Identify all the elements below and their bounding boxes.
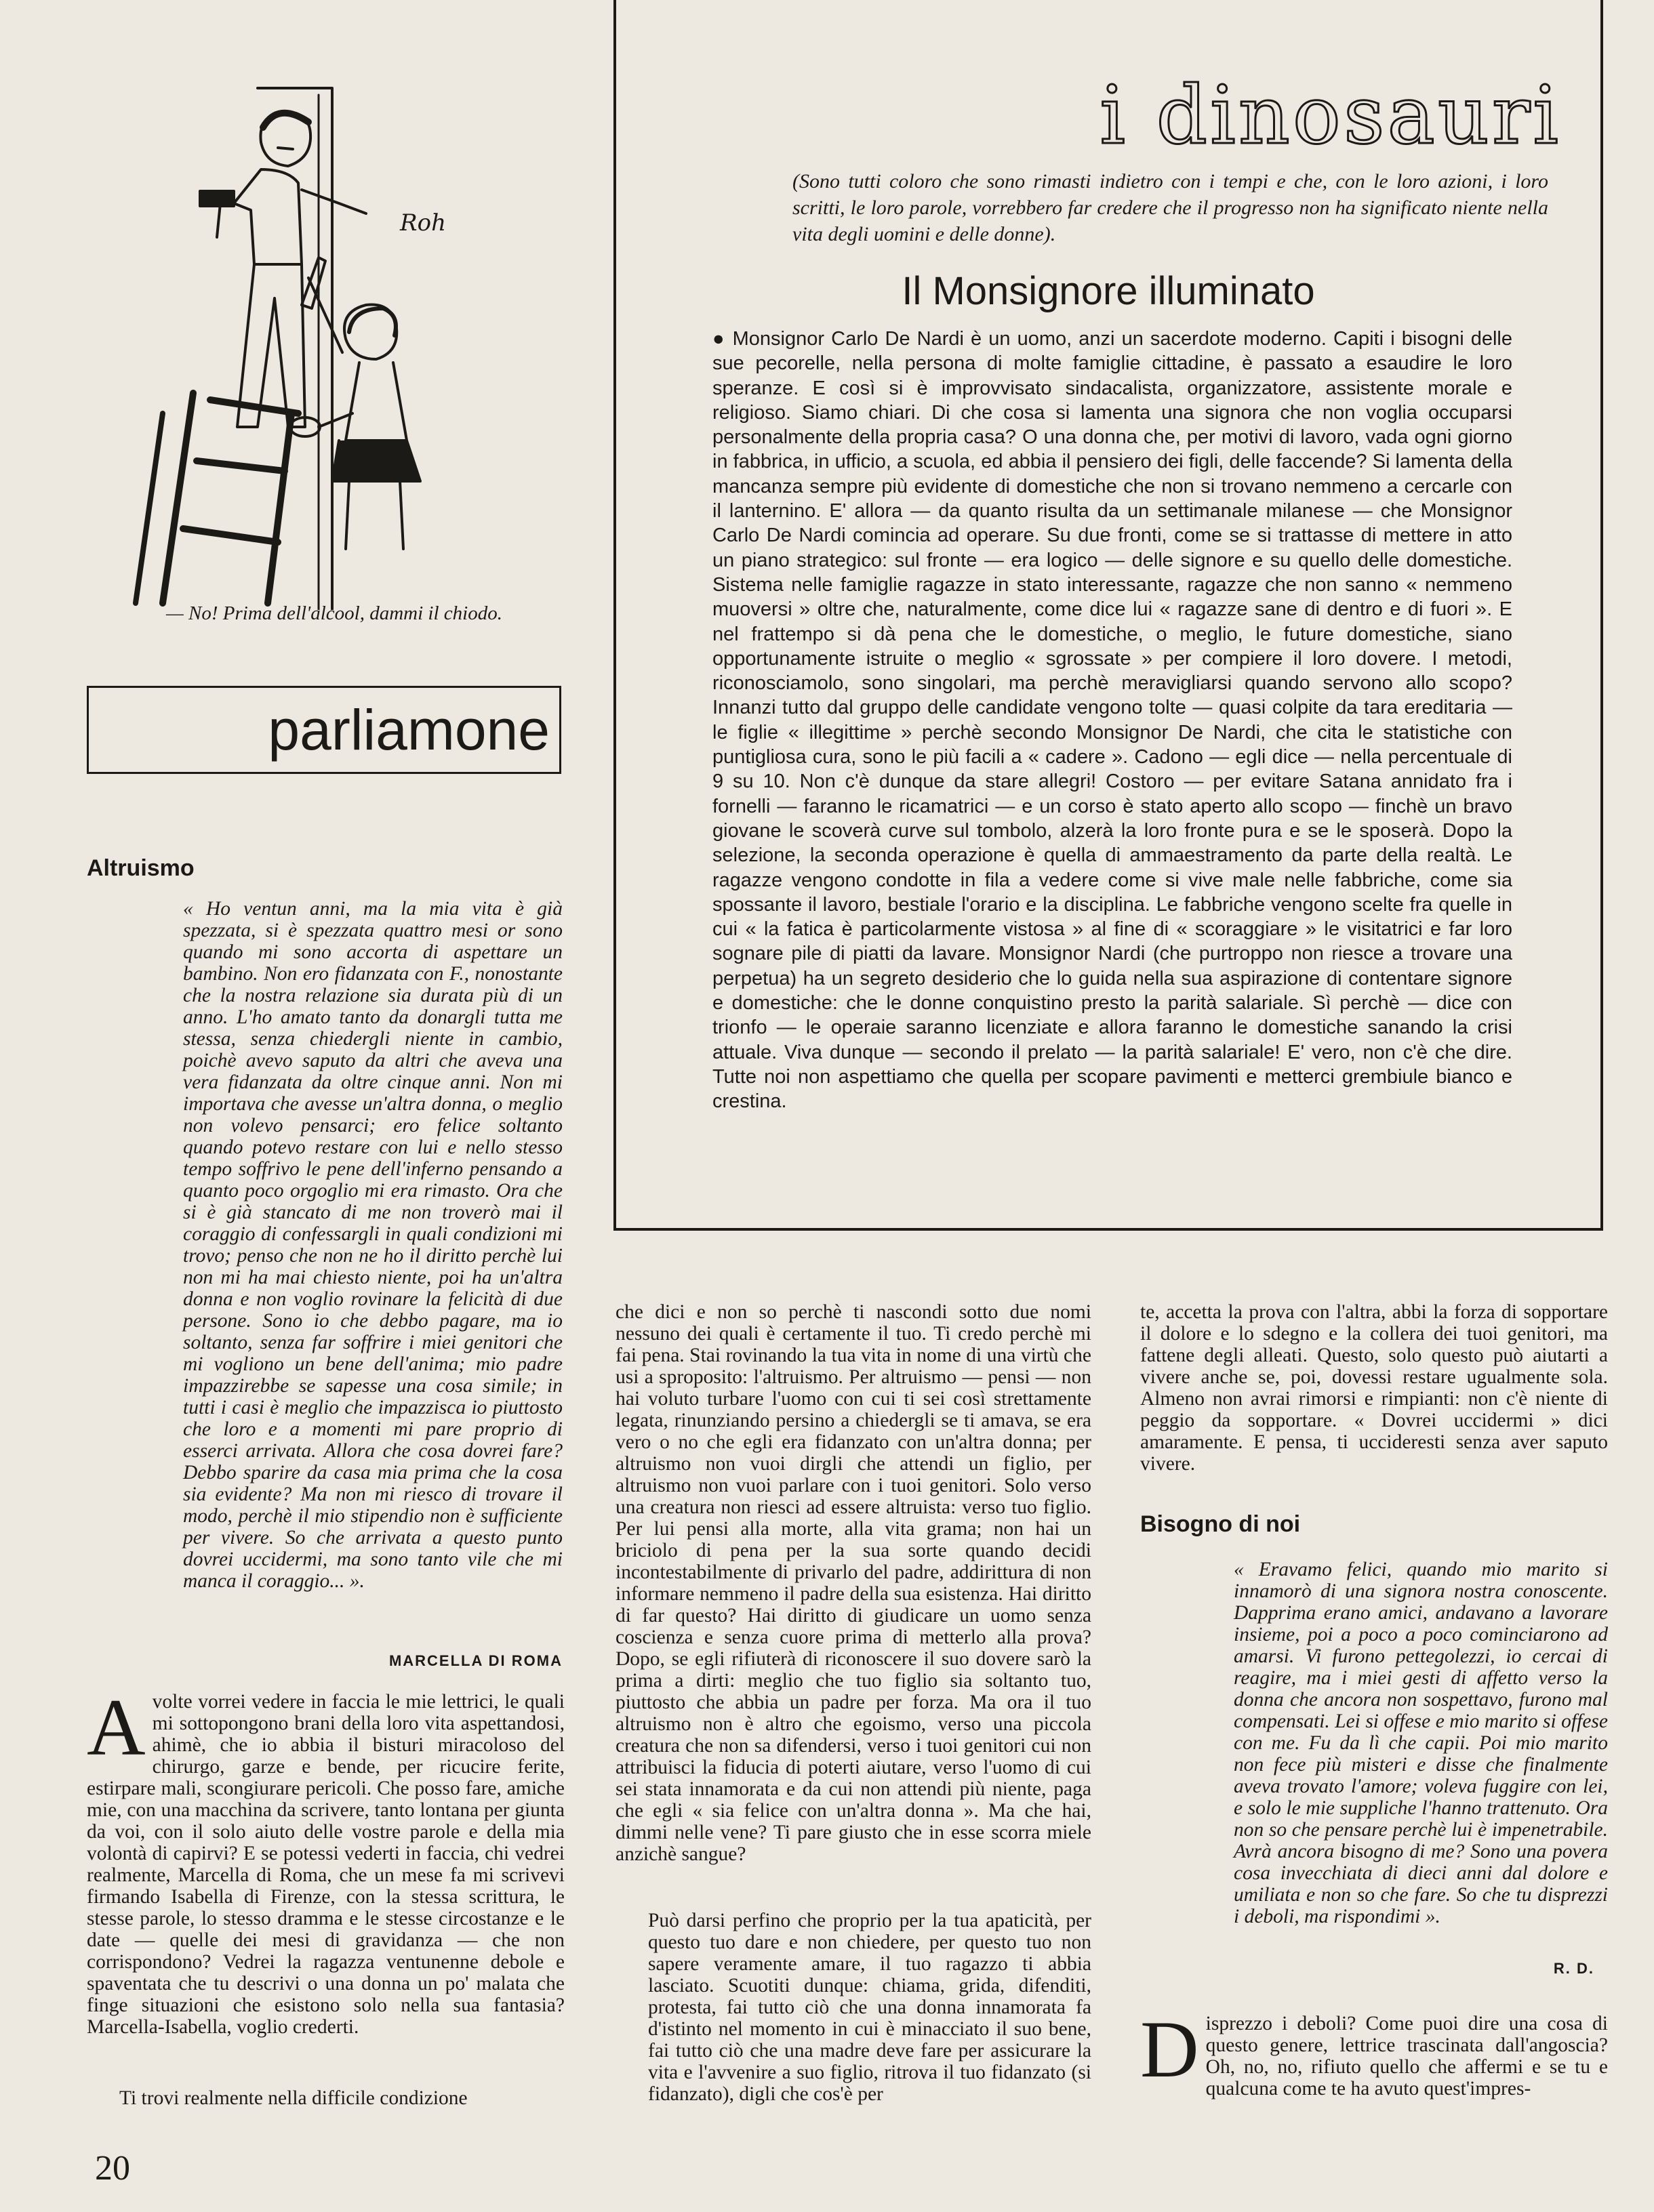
feature-title: i dinosauri — [1100, 68, 1561, 162]
drop-cap: A — [87, 1682, 146, 1772]
feature-heading: Il Monsignore illuminato — [902, 269, 1315, 313]
cartoon-illustration — [115, 75, 495, 610]
altruismo-signature: MARCELLA DI ROMA — [388, 1652, 563, 1669]
column-title-box — [87, 686, 561, 774]
feature-body-text: Monsignor Carlo De Nardi è un uomo, anzi un sacerdote moderno. Capiti i bisogni delle sue pecorelle, nella persona di molte famiglie cittadine, è passato a esaudire le loro speranze. E così si è improvvisato sindacalista, organizzatore, assistente morale e religioso. Siamo chiari. Di che cosa si lamenta una signora che non voglia occuparsi personalmente della propria casa? O una donna che, per motivi di lavoro, vada ogni giorno in fabbrica, in ufficio, a scuola, ed abbia il pensiero dei figli, delle faccende? Si lamenta della mancanza sempre più evidente di domestiche che non si trovano nemmeno a cercarle con il lanternino. E' allora — da quanto risulta da un settimanale milanese — che Monsignor Carlo De Nardi comincia ad operare. Su due fronti, come se si trattasse di mettere in atto un piano strategico: sul fronte — era logico — delle signore e su quello delle domestiche. Sistema nelle famiglie ragazze in stato interessante, ragazze che non sanno « nemmeno muoversi » oltre che, naturalmente, come dice lui « ragazze sane di dentro e di fuori ». E nel frattempo si dà pena che le domestiche, o meglio, le future domestiche, siano opportunamente istruite o meglio « sgrossate » per compiere il loro dovere. I metodi, riconosciamolo, sono singolari, ma perchè meravigliarsi quando servono allo scopo? Innanzi tutto dal gruppo delle candidate vengono tolte — quasi colpite da tara ereditaria — le figlie « illegittime » perchè secondo Monsignor De Nardi, che cita le statistiche con puntigliosa cura, sono le più facili a « cadere ». Cadono — egli dice — nella percentuale di 9 su 10. Non c'è dunque da stare allegri! Costoro — per evitare Satana annidato fra i fornelli — faranno le ricamatrici — e un corso è stato aperto allo scopo — finchè un bravo giovane le scoverà curve sul tombolo, alzerà la loro fronte pura e se le sposerà. Dopo la selezione, la seconda operazione è quella di ammaestramento da parte della realtà. Le ragazze vengono condotte in fila a vedere come si vive male nelle fabbriche, come sia spossante il lavoro, bestiale l'orario e la disciplina. Le fabbriche vengono scelte fra quelle in cui « la fatica è particolarmente vistosa » al fine di « scoraggiare » le visitatrici e far loro sognare pile di piatti da lavare. Monsignor Nardi (che purtroppo non riesce a trovare una perpetua) ha un segreto desiderio che lo guida nella sua aspirazione di contentare signore e domestiche: che le donne conquistino presto la parità salariale. Sì perchè — dice con trionfo — le operaie saranno licenziate e allora faranno le domestiche sanando la crisi attuale. Viva dunque — secondo il prelato — la parità salariale! E' vero, non c'è che dire. Tutte noi non aspettiamo che quella per scopare pavimenti e metterci grembiule bianco e crestina. — [712, 328, 1512, 1113]
altruismo-letter: « Ho ventun anni, ma la mia vita è già spezzata, si è spezzata quattro mesi or sono quando mi sono accorta di aspettare un bambino. Non ero fidanzata con F., nonostante che la nostra relazione sia durata più di un anno. L'ho amato tanto da donargli tutta me stessa, senza chiedergli niente in cambio, poichè avevo saputo da altri che aveva una vera fidanzata da oltre cinque anni. Non mi importava che avesse un'altra donna, o meglio non volevo pensarci; ero felice soltanto quando potevo restare con lui e nello stesso tempo soffrivo le pene dell'inferno pensando a quanto poco orgoglio mi era rimasto. Ora che si è già stancato di me non troverò mai il coraggio di confessargli in quali condizioni mi trovo; penso che non ne ho il diritto perchè lui non mi ha mai chiesto niente, poi ha un'altra donna e non voglio rovinare la felicità di due persone. Sono io che debbo pagare, ma io soltanto, senza far soffrire i miei genitori che mi vogliono un bene dell'anima; mio padre impazzirebbe se sapesse una cosa simile; in tutti i casi è meglio che impazzisca io piuttosto che loro e a momenti mi pare proprio di esserci arrivata. Allora che cosa dovrei fare? Debbo sparire da casa mia prima che la cosa sia evidente? Ma non mi riesco di trovare il modo, perchè il mio stipendio non è sufficiente per vivere. So che arrivata a questo punto dovrei uccidermi, ma sono tanto vile che mi manca il coraggio... ». — [183, 898, 563, 1592]
cartoon-signature: Roh — [400, 209, 446, 237]
bisogno-reply — [1140, 2004, 1608, 2100]
bisogno-letter: « Eravamo felici, quando mio marito si innamorò di una signora nostra conoscente. Dapprima erano amici, andavano a lavorare insieme, poi a poco a poco cominciarono ad amarsi. Vi furono pettegolezzi, io cercai di reagire, ma i miei gesti di affetto verso la donna che ancora non sospettavo, furono mal compensati. Lei si offese e mio marito si offese con me. Fu da lì che capii. Poi mio marito non fece più misteri e disse che finalmente aveva trovato l'amore; voleva fuggire con lei, e solo le mie suppliche l'hanno trattenuto. Ora non so che pensare perchè lui è impenetrabile. Avrà ancora bisogno di me? Sono una povera cosa invecchiata di dieci anni dal dolore e umiliata e non so che fare. So che tu disprezzi i deboli, ma rispondimi ». — [1234, 1559, 1608, 1927]
cartoon-drawing — [115, 75, 495, 610]
drop-cap-d: D — [1140, 2004, 1199, 2094]
feature-box — [613, 0, 1603, 1231]
altruismo-reply-col1 — [87, 1682, 565, 2111]
feature-body — [712, 327, 1512, 1114]
page-number: 20 — [95, 2149, 130, 2188]
bisogno-heading: Bisogno di noi — [1140, 1511, 1301, 1537]
cartoon-caption: — No! Prima dell'alcool, dammi il chiodo. — [166, 602, 502, 624]
altruismo-reply-col2b: Può darsi perfino che proprio per la tua apaticità, per questo tuo dare e non chiedere, per questo tuo non sapere veramente amare, il tuo ragazzo ti abbia lasciato. Scuotiti dunque: chiama, grida, difenditi, protesta, fai tutto ciò che una donna innamorata fa d'istinto nel momento in cui è minacciato il suo bene, fai tutto ciò che una madre deve fare per assicurare la vita e l'avvenire a suo figlio, ritrova il tuo fidanzato (si fidanzato), digli che cos'è per — [648, 1910, 1091, 2105]
altruismo-reply-col1-end: Ti trovi realmente nella difficile condizione — [119, 2087, 468, 2109]
bullet: ● — [712, 328, 726, 350]
bisogno-signature: R. D. — [1553, 1960, 1594, 1977]
altruismo-reply-col2a: che dici e non so perchè ti nascondi sotto due nomi nessuno dei quali è certamente il tuo. Ti credo perchè mi fai pena. Stai rovinando la tua vita in nome di una virtù che usi a sproposito: l'altruismo. Per altruismo — pensi — non hai voluto turbare l'uomo con cui ti sei così strettamente legata, rinunziando persino a chiedergli se ti amava, se era vero o no che egli era fidanzato con un'altra donna; per altruismo non vuoi dirgli che attendi un figlio, per altruismo non vuoi parlare con i tuoi genitori. Solo verso una creatura non riesci ad essere altruista: verso tuo figlio. Per lui pensi alla morte, alla vita grama; non hai un briciolo di pena per la sua sorte quando decidi incontestabilmente di privarlo del padre, addirittura di non informare nemmeno il padre della sua esistenza. Hai diritto di far questo? Hai diritto di giudicare un uomo senza coscienza e senza cuore prima di metterlo alla prova? Dopo, se egli rifiuterà di riconoscere il suo dovere sarò la prima a dirti: meglio che tuo figlio sia soltanto tuo, piuttosto che abbia un padre per forza. Ma ora il tuo altruismo non è altro che egoismo, verso una piccola creatura che non sa difendersi, verso i tuoi genitori cui non attribuisci la fiducia di poterti aiutare, verso l'uomo di cui sei stata innamorata e da cui non attendi più niente, paga che egli « sia felice con un'altra donna ». Ma che hai, dimmi nelle vene? Ti pare giusto che in esse scorra miele anzichè sangue? — [616, 1301, 1091, 1865]
altruismo-reply-col3: te, accetta la prova con l'altra, abbi la forza di sopportare il dolore e lo sdegno e la collera dei tuoi genitori, ma fattene degli alleati. Questo, solo questo può aiutarti a vivere anche se, poi, dovessi restare ugualmente sola. Almeno non avrai rimorsi e rimpianti: non c'è niente di peggio da sopportare. « Dovrei uccidermi » dici amaramente. E pensa, ti uccideresti senza aver saputo vivere. — [1140, 1301, 1608, 1475]
altruismo-reply-text: volte vorrei vedere in faccia le mie lettrici, le quali mi sottopongono brani della loro vita aspettandosi, ahimè, che io abbia il bisturi miracoloso del chirurgo, garze e bende, per ricucire ferite, estirpare mali, scongiurare pericoli. Che posso fare, amiche mie, con una macchina da scrivere, tanto lontana per giunta da voi, con il solo aiuto delle vostre parole e della mia volontà di capirvi? E se potessi vederti in faccia, chi vedrei realmente, Marcella di Roma, che un mese fa mi scrivevi firmando Isabella di Firenze, con la stessa scrittura, le stesse parole, lo stesso dramma e le stesse circostanze e le date — quelle dei mesi di gravidanza — che non corrispondono? Vedrei la ragazza ventunenne debole e spaventata che tu descrivi o una donna un po' malata che finge situazioni che esistono solo nella sua fantasia? Marcella-Isabella, voglio crederti. — [87, 1691, 565, 2038]
column-title: parliamone — [268, 698, 550, 762]
bisogno-reply-text: isprezzo i deboli? Come puoi dire una cosa di questo genere, lettrice trascinata dall'angoscia? Oh, no, no, rifiuto quello che affermi e se tu e qualcuna come te ha avuto quest'impres- — [1205, 2013, 1608, 2100]
altruismo-heading: Altruismo — [87, 855, 195, 881]
feature-intro: (Sono tutti coloro che sono rimasti indietro con i tempi e che, con le loro azioni, i loro scritti, le loro parole, vorrebbero far credere che il progresso non ha significato niente nella vita degli uomini e delle donne). — [792, 170, 1548, 245]
